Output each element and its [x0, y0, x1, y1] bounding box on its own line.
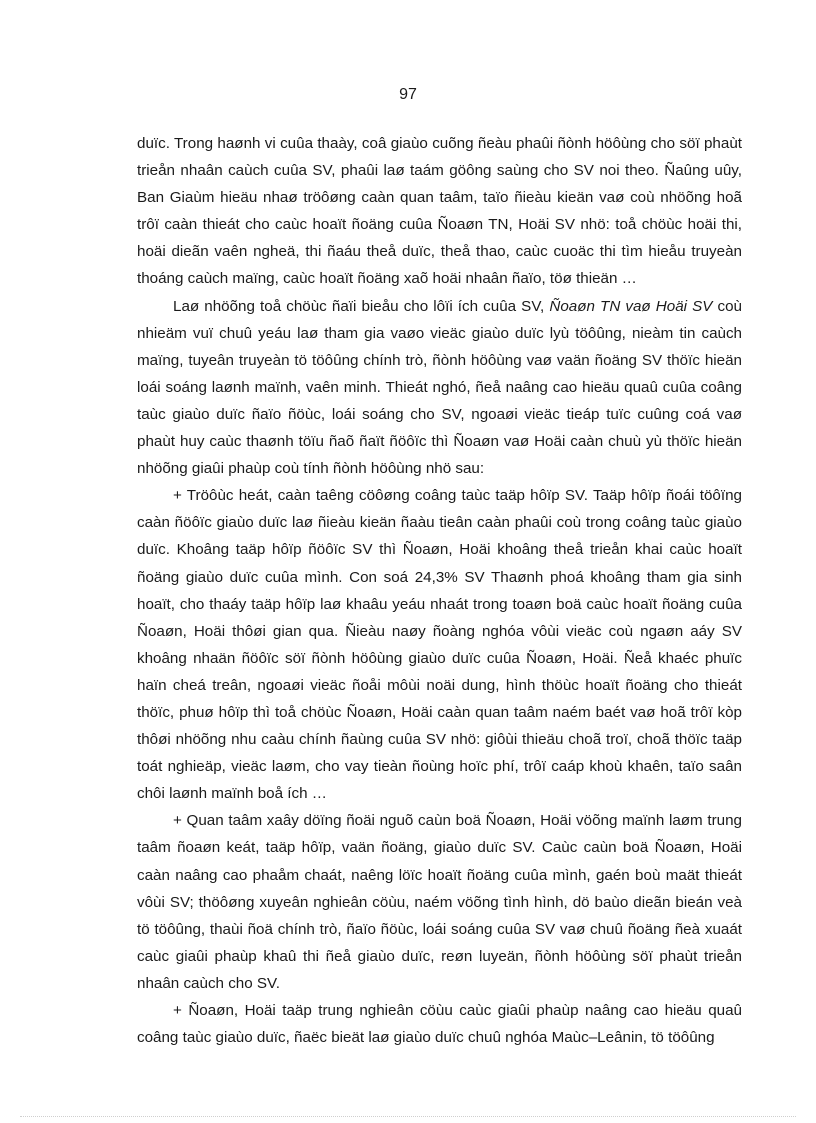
paragraph-2: [137, 293, 742, 483]
paragraph-4: + Quan taâm xaây döïng ñoäi nguõ caùn boä Ñoaøn, Hoäi vöõng maïnh laøm trung taâm ñoaøn keát, taäp hôïp, vaän ñoäng, giaùo duïc SV. Caùc caùn boä Ñoaøn, Hoäi caàn naâng cao phaåm chaát, naêng löïc hoaït ñoäng cuûa mình, gaén boù maät thieát vôùi SV; thöôøng xuyeân nghieân cöùu, naém vöõng tình hình, dö baùo dieãn bieán veà tö töôûng, thaùi ñoä chính trò, ñaïo ñöùc, loái soáng cuûa SV vaø chuû ñoäng ñeà xuaát caùc giaûi phaùp khaû thi ñeå giaùo duïc, reøn luyeän, ñònh höôùng söï phaùt trieån nhaân caùch cho SV.: [137, 812, 742, 992]
paragraph-5: + Ñoaøn, Hoäi taäp trung nghieân cöùu caùc giaûi phaùp naâng cao hieäu quaû coâng taùc giaùo duïc, ñaëc bieät laø giaùo duïc chuû nghóa Maùc–Leânin, tö töôûng: [137, 1002, 742, 1047]
page-number: 97: [399, 86, 417, 103]
paragraph-2-italic-org-names: Ñoaøn TN vaø Hoäi SV: [549, 297, 713, 315]
paragraph-2-rest: coù nhieäm vuï chuû yeáu laø tham gia vaøo vieäc giaùo duïc lyù töôûng, nieàm tin caùch maïng, tuyeân truyeàn tö töôûng chính trò, ñònh höôùng vaø vaän ñoäng SV thöïc hieän loái soáng laønh maïnh, vaên minh. Thieát nghó, ñeå naâng cao hieäu quaû cuûa coâng taùc giaùo duïc ñaïo ñöùc, loái soáng cho SV, ngoaøi vieäc tieáp tuïc cuûng coá vaø phaùt huy caùc thaønh töïu ñaõ ñaït ñöôïc thì Ñoaøn vaø Hoäi caàn chuù yù thöïc hieän nhöõng giaûi phaùp coù tính ñònh höôùng nhö sau:: [137, 297, 742, 478]
paragraph-3: + Tröôùc heát, caàn taêng cöôøng coâng taùc taäp hôïp SV. Taäp hôïp ñoái töôïng caàn ñöôïc giaùo duïc laø ñieàu kieän ñaàu tieân caàn phaûi coù trong coâng taùc giaùo duïc. Khoâng taäp hôïp ñöôïc SV thì Ñoaøn, Hoäi khoâng theå trieån khai caùc hoaït ñoäng giaùo duïc cuûa mình. Con soá 24,3% SV Thaønh phoá khoâng tham gia sinh hoaït, cho thaáy taäp hôïp laø khaâu yeáu nhaát trong toaøn boä caùc hoaït ñoäng cuûa Ñoaøn, Hoäi thôøi gian qua. Ñieàu naøy ñoàng nghóa vôùi vieäc coù ngaøn aáy SV khoâng nhaän ñöôïc söï ñònh höôùng giaùo duïc cuûa Ñoaøn, Hoäi. Ñeå khaéc phuïc haïn cheá treân, ngoaøi vieäc ñoåi môùi noäi dung, hình thöùc hoaït ñoäng cho thieát thöïc, phuø hôïp thì toå chöùc Ñoaøn, Hoäi caàn quan taâm naém baét vaø hoã trôï kòp thôøi nhöõng nhu caàu chính ñaùng cuûa SV nhö: giôùi thieäu choã troï, choã thöïc taäp toát nghieäp, vieäc laøm, cho vay tieàn ñoùng hoïc phí, trôï caáp khoù khaên, taïo saân chôi laønh maïnh boå ích …: [137, 487, 742, 803]
bottom-dotted-divider: [20, 1116, 796, 1117]
document-body: [137, 130, 742, 1051]
paragraph-2-intro: Laø nhöõng toå chöùc ñaïi bieåu cho lôïi ích cuûa SV,: [173, 297, 550, 315]
paragraph-1: duïc. Trong haønh vi cuûa thaày, coâ giaùo cuõng ñeàu phaûi ñònh höôùng cho söï phaùt trieån nhaân caùch cuûa SV, phaûi laø taám göông saùng cho SV noi theo. Ñaûng uûy, Ban Giaùm hieäu nhaø tröôøng caàn quan taâm, taïo ñieàu kieän vaø coù nhöõng hoã trôï caàn thieát cho caùc hoaït ñoäng cuûa Ñoaøn TN, Hoäi SV nhö: toå chöùc hoäi thi, hoäi dieãn vaên ngheä, thi ñaáu theå duïc, theå thao, caùc cuoäc thi tìm hieåu truyeàn thoáng caùch maïng, caùc hoaït ñoäng xaõ hoäi nhaân ñaïo, töø thieän …: [137, 135, 742, 288]
